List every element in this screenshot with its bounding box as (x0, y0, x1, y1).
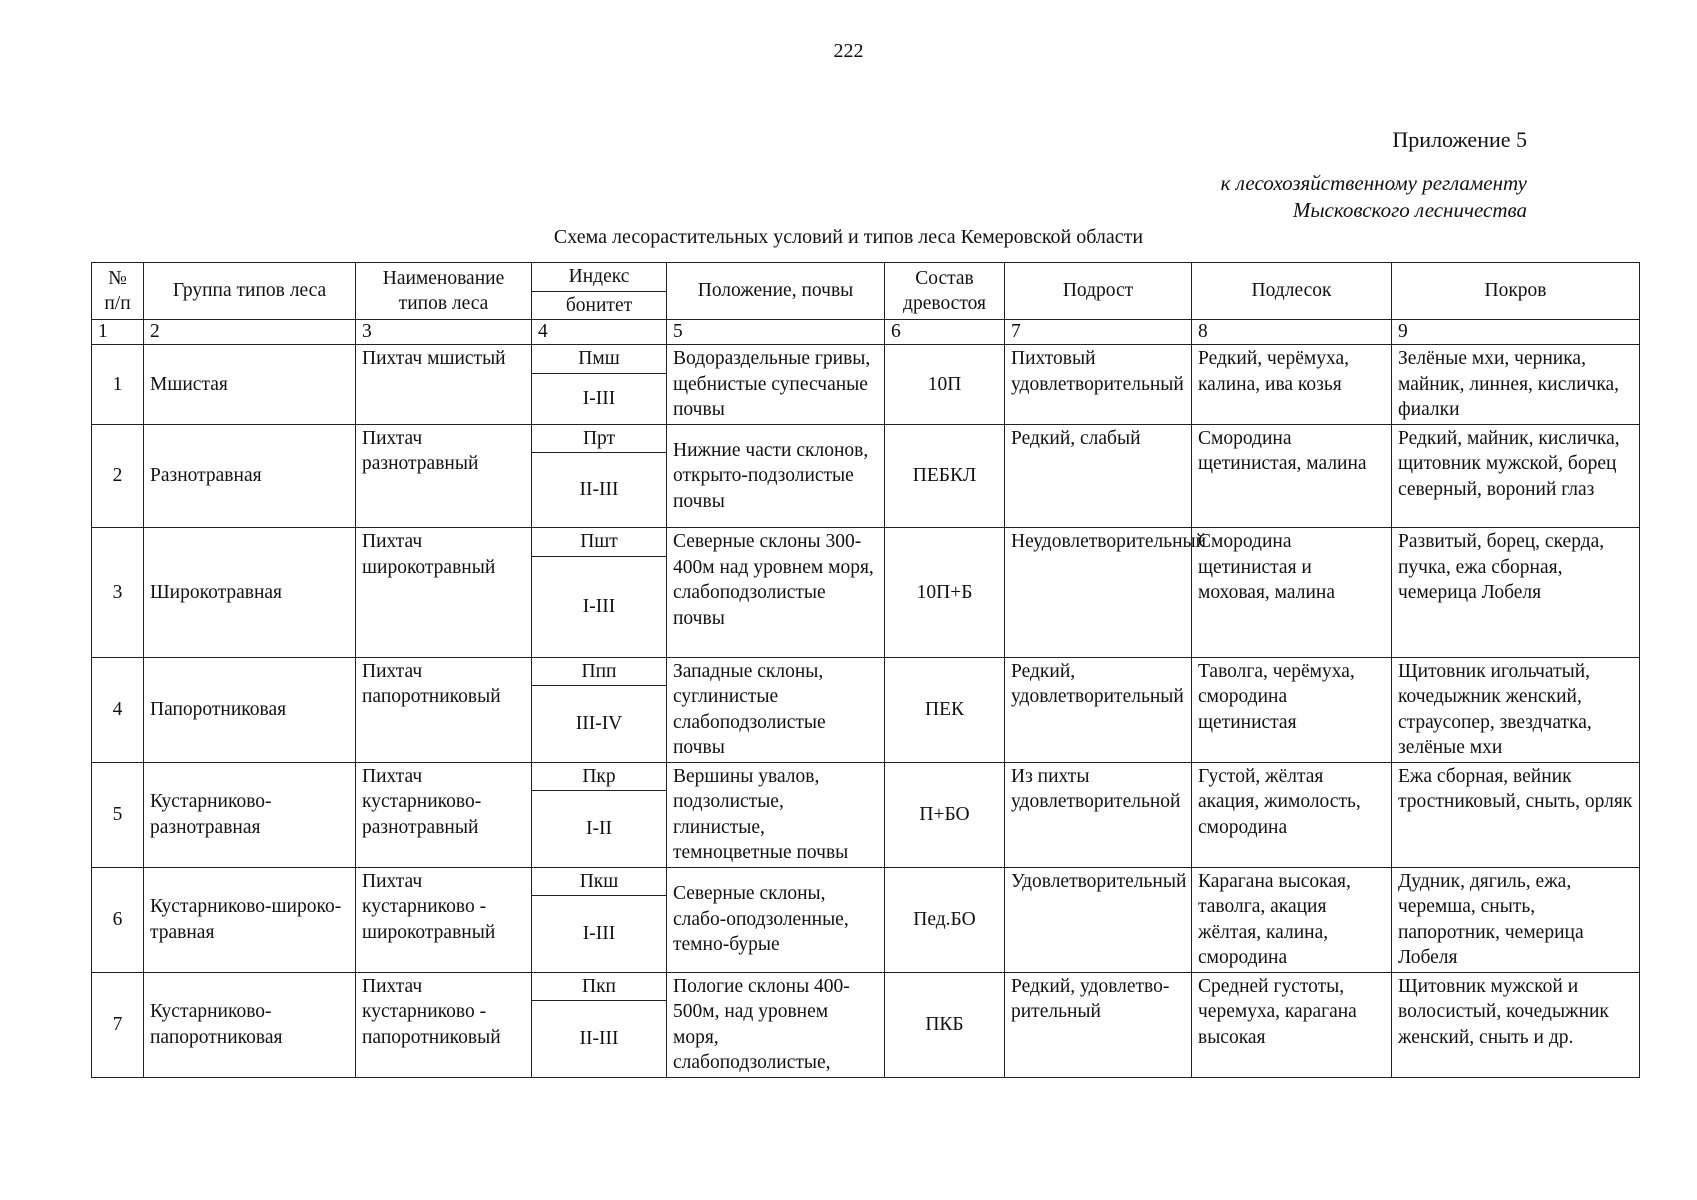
column-number: 9 (1392, 320, 1640, 345)
row-composition: П+БО (885, 762, 1005, 867)
table-title: Схема лесорастительных условий и типов леса Кемеровской области (553, 226, 1144, 248)
row-cover: Развитый, борец, скерда, пучка, ежа сборная, чемерица Лобеля (1392, 528, 1640, 658)
row-cover: Редкий, майник, кисличка, щитовник мужской, борец северный, вороний глаз (1392, 424, 1640, 528)
header-name: Наименование типов леса (356, 263, 532, 320)
table-row (92, 424, 1640, 453)
row-bonitet: I-II (532, 791, 667, 867)
row-composition: 10П+Б (885, 528, 1005, 658)
row-composition: 10П (885, 345, 1005, 425)
row-group: Разнотравная (144, 424, 356, 528)
table-row (92, 972, 1640, 1001)
header-position: Положение, почвы (667, 263, 885, 320)
row-index: Пкр (532, 762, 667, 791)
table-row (92, 762, 1640, 791)
row-name: Пихтач папоротниковый (356, 657, 532, 762)
appendix-title: Приложение 5 (1392, 127, 1527, 152)
row-name: Пихтач кустарниково - папоротниковый (356, 972, 532, 1077)
row-composition: Пед.БО (885, 867, 1005, 972)
table-row (92, 657, 1640, 686)
row-undergrowth: Из пихты удовлетворительной (1005, 762, 1192, 867)
row-index: Пкп (532, 972, 667, 1001)
header-index: Индекс (532, 263, 667, 292)
row-position: Западные склоны, суглинистые слабоподзолистые почвы (667, 657, 885, 762)
row-bonitet: I-III (532, 556, 667, 657)
appendix-subtitle-line1: к лесохозяйственному регламенту (1220, 171, 1527, 195)
column-number: 5 (667, 320, 885, 345)
row-group: Папоротниковая (144, 657, 356, 762)
row-undergrowth: Редкий, удовлетво-рительный (1005, 972, 1192, 1077)
header-group: Группа типов леса (144, 263, 356, 320)
row-num: 2 (92, 424, 144, 528)
row-undergrowth: Редкий, удовлетворительный (1005, 657, 1192, 762)
row-underbrush: Смородина щетинистая и моховая, малина (1192, 528, 1392, 658)
row-num: 4 (92, 657, 144, 762)
table-row (92, 867, 1640, 896)
row-index: Пкш (532, 867, 667, 896)
row-index: Пмш (532, 345, 667, 374)
row-composition: ПЕК (885, 657, 1005, 762)
table-row (92, 345, 1640, 374)
row-underbrush: Таволга, черёмуха, смородина щетинистая (1192, 657, 1392, 762)
row-position: Водораздельные гривы, щебнистые супесчаные почвы (667, 345, 885, 425)
column-number: 7 (1005, 320, 1192, 345)
row-cover: Ежа сборная, вейник тростниковый, сныть, орляк (1392, 762, 1640, 867)
column-number: 6 (885, 320, 1005, 345)
row-name: Пихтач разнотравный (356, 424, 532, 528)
row-position: Нижние части склонов, открыто-подзолистые почвы (667, 424, 885, 528)
row-bonitet: I-III (532, 373, 667, 424)
header-num: № п/п (92, 263, 144, 320)
row-cover: Дудник, дягиль, ежа, черемша, сныть, папоротник, чемерица Лобеля (1392, 867, 1640, 972)
row-position: Вершины увалов, подзолистые, глинистые, темноцветные почвы (667, 762, 885, 867)
row-undergrowth: Пихтовый удовлетворительный (1005, 345, 1192, 425)
column-number: 8 (1192, 320, 1392, 345)
row-bonitet: II-III (532, 1001, 667, 1077)
row-num: 6 (92, 867, 144, 972)
row-cover: Щитовник игольчатый, кочедыжник женский, страусопер, звездчатка, зелёные мхи (1392, 657, 1640, 762)
header-undergrowth: Подрост (1005, 263, 1192, 320)
column-number: 4 (532, 320, 667, 345)
row-bonitet: III-IV (532, 686, 667, 762)
row-underbrush: Средней густоты, черемуха, карагана высокая (1192, 972, 1392, 1077)
row-position: Северные склоны 300-400м над уровнем моря, слабоподзолистые почвы (667, 528, 885, 658)
header-composition: Состав древостоя (885, 263, 1005, 320)
row-group: Кустарниково-разнотравная (144, 762, 356, 867)
row-num: 3 (92, 528, 144, 658)
row-index: Пшт (532, 528, 667, 557)
forest-types-table (91, 262, 1640, 1078)
row-cover: Зелёные мхи, черника, майник, линнея, кисличка, фиалки (1392, 345, 1640, 425)
row-num: 7 (92, 972, 144, 1077)
row-num: 1 (92, 345, 144, 425)
row-group: Кустарниково-папоротниковая (144, 972, 356, 1077)
page-number: 222 (833, 40, 864, 62)
row-group: Кустарниково-широко-травная (144, 867, 356, 972)
header-underbrush: Подлесок (1192, 263, 1392, 320)
row-undergrowth: Неудовлетворительный (1005, 528, 1192, 658)
row-bonitet: II-III (532, 453, 667, 528)
row-name: Пихтач мшистый (356, 345, 532, 425)
row-name: Пихтач широкотравный (356, 528, 532, 658)
column-number: 1 (92, 320, 144, 345)
row-underbrush: Карагана высокая, таволга, акация жёлтая, калина, смородина (1192, 867, 1392, 972)
row-composition: ПКБ (885, 972, 1005, 1077)
row-underbrush: Густой, жёлтая акация, жимолость, смородина (1192, 762, 1392, 867)
column-numbers-row (92, 320, 1640, 345)
row-undergrowth: Удовлетворительный (1005, 867, 1192, 972)
row-undergrowth: Редкий, слабый (1005, 424, 1192, 528)
row-index: Прт (532, 424, 667, 453)
column-number: 2 (144, 320, 356, 345)
table-row (92, 528, 1640, 557)
row-bonitet: I-III (532, 896, 667, 972)
row-index: Ппп (532, 657, 667, 686)
row-name: Пихтач кустарниково-разнотравный (356, 762, 532, 867)
row-num: 5 (92, 762, 144, 867)
row-composition: ПЕБКЛ (885, 424, 1005, 528)
column-number: 3 (356, 320, 532, 345)
row-name: Пихтач кустарниково - широкотравный (356, 867, 532, 972)
row-underbrush: Смородина щетинистая, малина (1192, 424, 1392, 528)
row-position: Пологие склоны 400-500м, над уровнем моря, слабоподзолистые, (667, 972, 885, 1077)
header-bonitet: бонитет (532, 291, 667, 320)
row-group: Мшистая (144, 345, 356, 425)
row-position: Северные склоны, слабо-оподзоленные, темно-бурые (667, 867, 885, 972)
row-cover: Щитовник мужской и волосистый, кочедыжник женский, сныть и др. (1392, 972, 1640, 1077)
appendix-subtitle (1221, 170, 1527, 224)
header-cover: Покров (1392, 263, 1640, 320)
appendix-subtitle-line2: Мысковского лесничества (1292, 198, 1527, 222)
row-underbrush: Редкий, черёмуха, калина, ива козья (1192, 345, 1392, 425)
row-group: Широкотравная (144, 528, 356, 658)
